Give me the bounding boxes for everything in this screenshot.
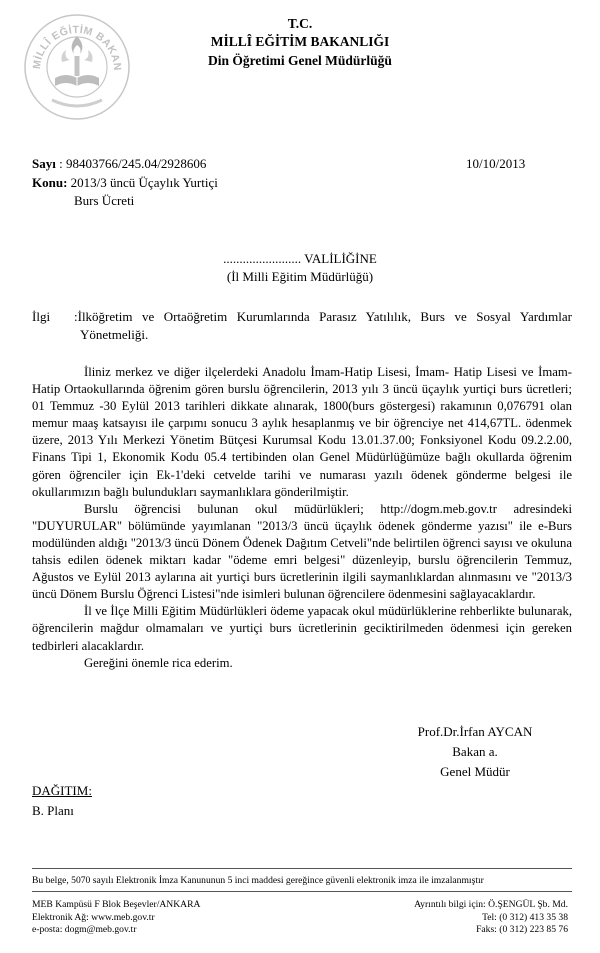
body-paragraph: İl ve İlçe Milli Eğitim Müdürlükleri ödeme yapacak okul müdürlüklerine rehberlikte bulunarak, öğrencilerin mağdur olmamaları ve yurtiçi burs ücretlerinin geciktirilmeden ödenmesi için gereken tedbirleri alacaklardır. [32,604,572,653]
konu-row [32,174,218,192]
footer-rule-bottom [32,891,572,892]
header-tc: T.C. [287,16,313,31]
header-directorate: Din Öğretimi Genel Müdürlüğü [208,53,392,68]
ilgi-text: :İlköğretim ve Ortaöğretim Kurumlarında Parasız Yatılılık, Burs ve Sosyal Yardımlar [74,309,572,324]
esign-note: Bu belge, 5070 sayılı Elektronik İmza Kanununun 5 inci maddesi gereğince güvenli elektronik imza ile imzalanmıştır [32,875,484,886]
recipient-line1: ........................ VALİLİĞİNE [223,251,377,266]
dagitim-value: B. Planı [32,803,74,818]
footer-web: Elektronik Ağ: www.meb.gov.tr [32,911,155,923]
footer-address: MEB Kampüsü F Blok Beşevler/ANKARA [32,899,201,910]
body-paragraph: Gereğini önemle rica ederim. [84,655,233,670]
ilgi-label: İlgi [32,309,51,324]
sayi-row [32,155,206,173]
dagitim-label: DAĞITIM: [32,783,92,798]
footer-tel: Tel: (0 312) 413 35 38 [482,911,568,923]
footer-rule-top [32,868,572,869]
footer-fax: Faks: (0 312) 223 85 76 [476,924,568,935]
signatory-name: Prof.Dr.İrfan AYCAN [417,724,533,739]
body-paragraph: İliniz merkez ve diğer ilçelerdeki Anadolu İmam-Hatip Lisesi, İmam- Hatip Lisesi ve İmam-Hatip Ortaokullarında öğrenim gören burslu öğrencilerin, 2013 yılı 3 üncü üçaylık yurtiçi burs ücretleri; 01 Temmuz -30 Eylül 2013 tarihleri dikkate alınarak, 1800(burs göstergesi) rakamının 0,076791 olan memur maaş katsayısı ile çarpımı sonucu 3 aylık hesaplanmış ve bir öğrenciye net 414,67TL. ödenmek üzere, 2013 Yılı Merkezi Yönetim Bütçesi Kurumsal Kodu 13.01.37.00; Fonksiyonel Kodu 09.2.2.00, Finans Tipi 1, Ekonomik Kodu 05.4 tertibinden olan Genel Müdürlüğümüze bağlı okullarda öğrenim gören öğrenciler için Ek-1'deki cetvelde tarihi ve numarası yazılı ödenek gönderme belgesi ile okullarımızın bağlı bulundukları saymanlıklara gönderilmiştir. [32,365,572,499]
footer-info: Ayrıntılı bilgi için: Ö.ŞENGÜL Şb. Md. [414,899,568,910]
sayi-value: : 98403766/245.04/2928606 [59,156,207,171]
ilgi-text-2: Yönetmeliği. [80,327,149,342]
header-ministry: MİLLÎ EĞİTİM BAKANLIĞI [210,34,390,49]
footer-email: e-posta: dogm@meb.gov.tr [32,924,137,935]
konu-label: Konu: [32,175,68,190]
letter-body [32,364,572,672]
signatory-role1: Bakan a. [452,744,498,759]
letter-date: 10/10/2013 [466,156,526,171]
konu-line2: Burs Ücreti [74,193,135,208]
body-paragraph: Burslu öğrencisi bulunan okul müdürlükleri; http://dogm.meb.gov.tr adresindeki "DUYURULAR" bölümünde yayımlanan "2013/3 üncü üçaylık ödenek gönderme yazısı" ile e-Burs modülünden aldığı "2013/3 üncü Dönem Ödenek Dağıtım Cetveli"nde belirtilen öğrenci sayısı ve okuluna tahsis edilen ödenek miktarı kadar "ödeme emri belgesi" düzenleyip, burslu öğrencilerin Temmuz, Ağustos ve Eylül 2013 aylarına ait yurtiçi burs ücretlerinin ilgili saymanlıklardan alınmasını ve "2013/3 üncü Dönem Burslu Öğrenci Listesi"nde isimleri bulunan öğrencilere ödenmesini sağlayacaklardır. [32,501,572,602]
footer-right [414,899,568,937]
signature-block [400,722,550,782]
signatory-role2: Genel Müdür [440,764,510,779]
recipient-line2: (İl Milli Eğitim Müdürlüğü) [226,269,374,284]
footer-left [32,899,200,937]
logo-ring-text: MİLLÎ EĞİTİM BAKAN [30,23,124,72]
sayi-label: Sayı [32,156,56,171]
konu-line1: 2013/3 üncü Üçaylık Yurtiçi [70,175,218,190]
